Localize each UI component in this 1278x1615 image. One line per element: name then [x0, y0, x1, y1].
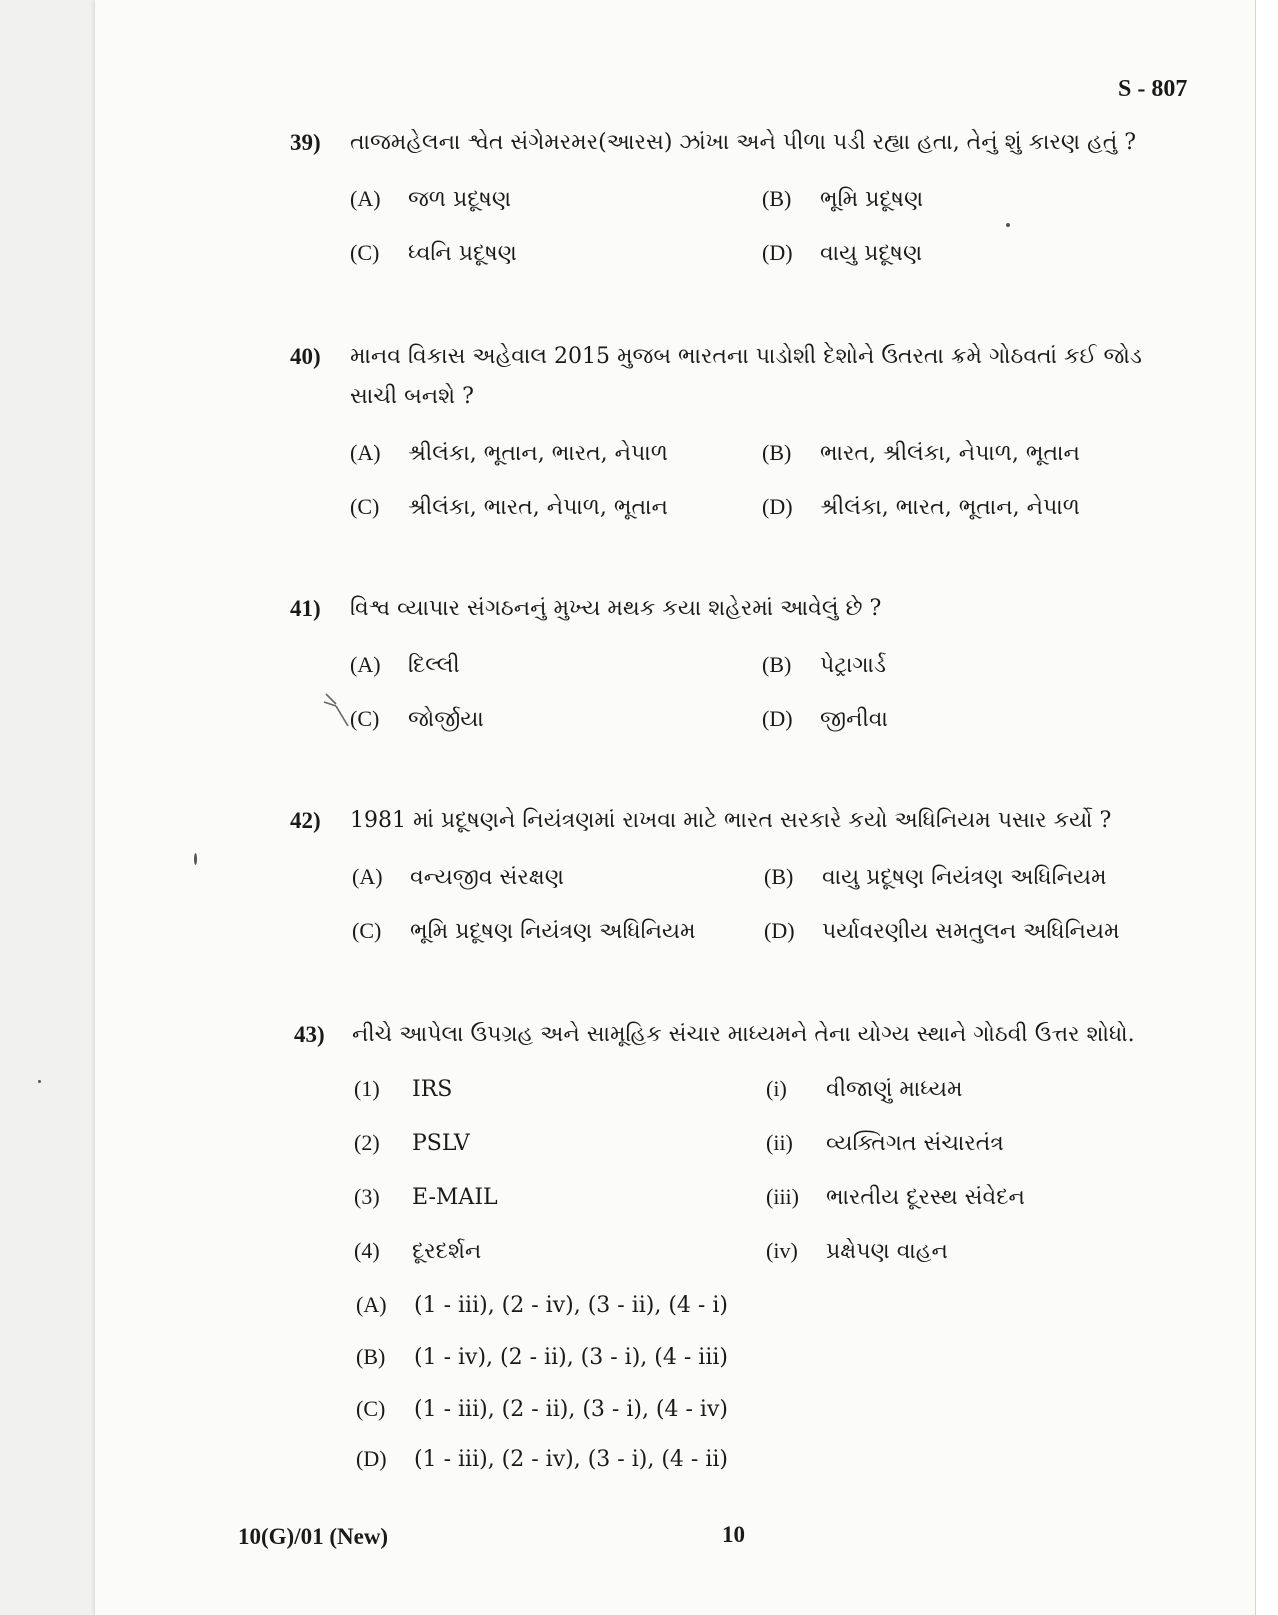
match-left-item	[354, 1130, 470, 1156]
option-a	[350, 440, 668, 466]
question-text-line-2: સાચી બનશે ?	[350, 384, 474, 409]
option-label: (B)	[762, 186, 792, 211]
page-edge	[1255, 0, 1278, 1615]
option-b	[762, 186, 923, 212]
option-text: પર્યાવરણીય સમતુલન અધિનિયમ	[822, 919, 1120, 944]
option-label: (C)	[352, 918, 382, 943]
option-label: (C)	[350, 706, 380, 731]
question-text-line-1: માનવ વિકાસ અહેવાલ 2015 મુજબ ભારતના પાડોશી દેશોને ઉતરતા ક્રમે ગોઠવતાં કઈ જોડ	[350, 344, 1142, 369]
match-label: (4)	[354, 1238, 380, 1263]
match-right-item	[766, 1076, 963, 1102]
match-text: વ્યક્તિગત સંચારતંત્ર	[826, 1131, 1004, 1156]
match-label: (iv)	[766, 1238, 798, 1263]
question-text: વિશ્વ વ્યાપાર સંગઠનનું મુખ્ય મથક કયા શહેરમાં આવેલું છે ?	[350, 596, 882, 621]
option-d	[762, 494, 1080, 520]
option-c	[350, 494, 668, 520]
option-text: ભારત, શ્રીલંકા, નેપાળ, ભૂતાન	[820, 441, 1080, 466]
match-left-item	[354, 1076, 452, 1102]
option-label: (B)	[762, 652, 792, 677]
match-label: (3)	[354, 1184, 380, 1209]
match-text: વીજાણું માધ્યમ	[826, 1077, 963, 1102]
option-b	[762, 652, 886, 678]
option-label: (C)	[350, 240, 380, 265]
footer-paper-code: 10(G)/01 (New)	[238, 1524, 389, 1549]
option-label: (D)	[762, 706, 793, 731]
pencil-tick-mark	[322, 690, 362, 734]
option-a	[356, 1292, 728, 1318]
option-text: શ્રીલંકા, ભારત, ભૂતાન, નેપાળ	[820, 495, 1080, 520]
option-c	[350, 706, 484, 732]
option-d	[762, 706, 888, 732]
option-text: વાયુ પ્રદૂષણ નિયંત્રણ અધિનિયમ	[822, 865, 1107, 890]
option-text: (1 - iv), (2 - ii), (3 - i), (4 - iii)	[414, 1345, 728, 1370]
question-text: નીચે આપેલા ઉપગ્રહ અને સામૂહિક સંચાર માધ્યમને તેના યોગ્ય સ્થાને ગોઠવી ઉત્તર શોધો.	[352, 1022, 1135, 1047]
scan-speck	[1006, 223, 1010, 227]
option-label: (D)	[762, 494, 793, 519]
option-label: (C)	[350, 494, 380, 519]
match-right-item	[766, 1238, 948, 1264]
match-text: દૂરદર્શન	[412, 1239, 482, 1264]
option-label: (A)	[352, 864, 383, 889]
footer-page-number: 10	[722, 1522, 745, 1547]
scan-speck	[194, 853, 197, 865]
option-text: વાયુ પ્રદૂષણ	[820, 241, 923, 266]
option-text: વન્યજીવ સંરક્ષણ	[410, 865, 564, 890]
option-label: (A)	[350, 186, 381, 211]
option-text: (1 - iii), (2 - iv), (3 - ii), (4 - i)	[414, 1293, 728, 1318]
question-number: 42)	[290, 808, 321, 833]
option-label: (B)	[762, 440, 792, 465]
option-b	[762, 440, 1080, 466]
option-label: (D)	[356, 1446, 387, 1471]
option-text: પેટ્રાગાર્ડ	[820, 653, 887, 678]
match-label: (i)	[766, 1076, 787, 1101]
match-right-item	[766, 1130, 1004, 1156]
option-text: જીનીવા	[820, 707, 888, 732]
match-text: ભારતીય દૂરસ્થ સંવેદન	[826, 1185, 1025, 1210]
option-c	[356, 1396, 728, 1422]
option-label: (D)	[764, 918, 795, 943]
option-a	[350, 186, 511, 212]
option-b	[356, 1344, 728, 1370]
question-text: તાજમહેલના શ્વેત સંગેમરમર(આરસ) ઝાંખા અને પીળા પડી રહ્યા હતા, તેનું શું કારણ હતું ?	[350, 130, 1137, 155]
option-text: ધ્વનિ પ્રદૂષણ	[408, 241, 517, 266]
match-label: (1)	[354, 1076, 380, 1101]
match-label: (ii)	[766, 1130, 793, 1155]
question-text: 1981 માં પ્રદૂષણને નિયંત્રણમાં રાખવા માટે ભારત સરકારે કયો અધિનિયમ પસાર કર્યો ?	[350, 808, 1112, 833]
option-text: શ્રીલંકા, ભારત, નેપાળ, ભૂતાન	[408, 495, 668, 520]
option-a	[350, 652, 460, 678]
question-number: 43)	[294, 1022, 325, 1047]
option-label: (B)	[356, 1344, 386, 1369]
option-label: (A)	[350, 440, 381, 465]
option-text: (1 - iii), (2 - iv), (3 - i), (4 - ii)	[414, 1447, 728, 1472]
paper-code: S - 807	[1118, 76, 1188, 102]
option-label: (A)	[356, 1292, 387, 1317]
option-d	[356, 1446, 728, 1472]
option-b	[764, 864, 1107, 890]
match-right-item	[766, 1184, 1025, 1210]
option-label: (D)	[762, 240, 793, 265]
match-left-item	[354, 1184, 498, 1210]
match-label: (iii)	[766, 1184, 799, 1209]
question-number: 40)	[290, 344, 321, 369]
option-text: ભૂમિ પ્રદૂષણ	[820, 187, 924, 212]
option-c	[352, 918, 696, 944]
match-left-item	[354, 1238, 481, 1264]
option-text: જોર્જીયા	[408, 707, 484, 732]
option-a	[352, 864, 564, 890]
question-number: 41)	[290, 596, 321, 621]
option-label: (B)	[764, 864, 794, 889]
match-text: IRS	[412, 1077, 453, 1102]
option-text: શ્રીલંકા, ભૂતાન, ભારત, નેપાળ	[408, 441, 668, 466]
match-text: પ્રક્ષેપણ વાહન	[826, 1239, 948, 1264]
option-c	[350, 240, 517, 266]
option-text: (1 - iii), (2 - ii), (3 - i), (4 - iv)	[414, 1397, 728, 1422]
option-d	[762, 240, 922, 266]
option-text: ભૂમિ પ્રદૂષણ નિયંત્રણ અધિનિયમ	[410, 919, 696, 944]
option-label: (C)	[356, 1396, 386, 1421]
match-text: PSLV	[412, 1131, 470, 1156]
scan-speck	[38, 1080, 41, 1083]
option-label: (A)	[350, 652, 381, 677]
option-text: જળ પ્રદૂષણ	[408, 187, 512, 212]
question-number: 39)	[290, 130, 321, 155]
match-text: E-MAIL	[412, 1185, 498, 1210]
option-text: દિલ્લી	[408, 653, 460, 678]
option-d	[764, 918, 1120, 944]
match-label: (2)	[354, 1130, 380, 1155]
